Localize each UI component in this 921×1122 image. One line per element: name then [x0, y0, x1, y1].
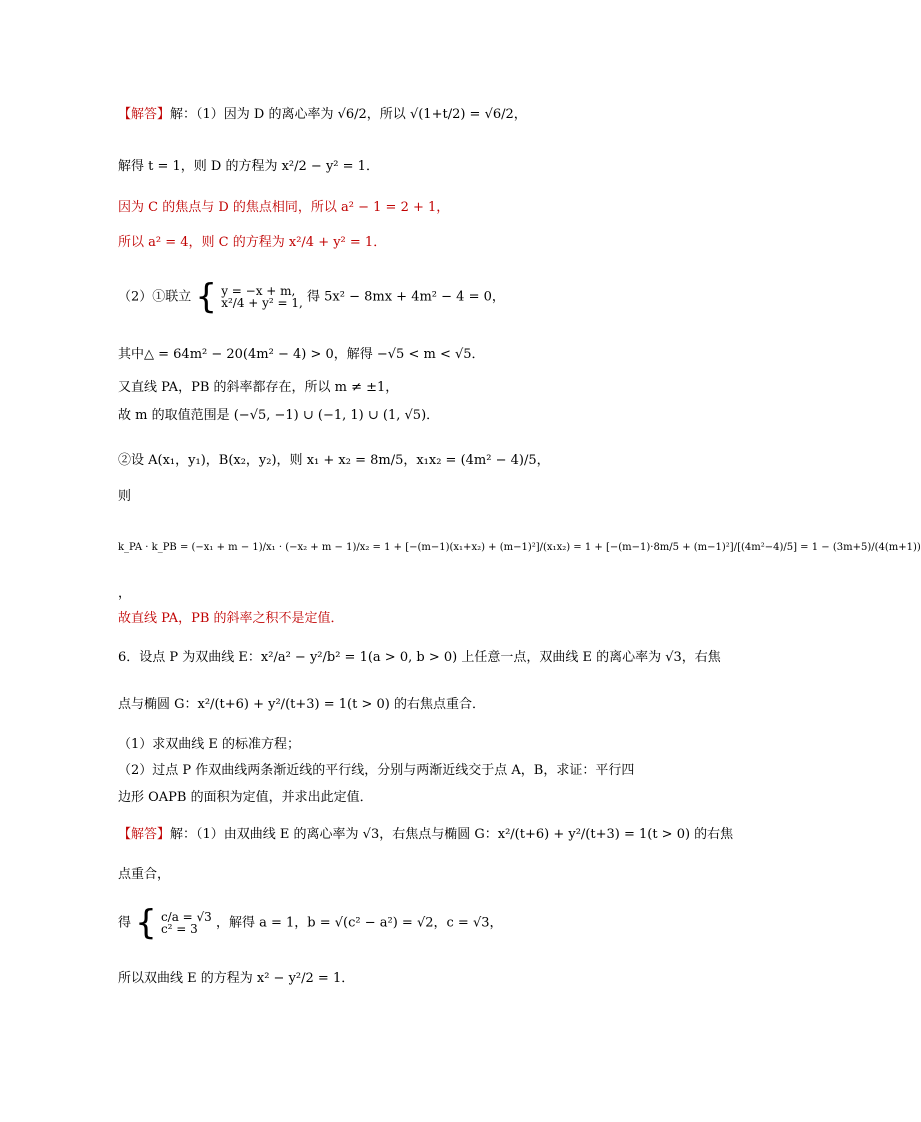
equation: y = −x + m,	[221, 284, 296, 298]
question-6-part-1	[118, 738, 300, 751]
text: 其中△ = 64m² − 20(4m² − 4) > 0，解得 −√5 < m < √5．	[118, 347, 485, 362]
text: 得	[118, 915, 132, 931]
text: 故直线 PA，PB 的斜率之积不是定值．	[118, 611, 344, 626]
text: 故 m 的取值范围是 (−√5, −1) ∪ (−1, 1) ∪ (1, √5)．	[118, 408, 440, 423]
answer-6-line-4	[118, 972, 354, 985]
answer-line-3	[118, 201, 449, 214]
text: 点与椭圆 G：x²/(t+6) + y²/(t+3) = 1(t > 0) 的右焦点重合．	[118, 697, 485, 712]
question-6-line-1	[118, 651, 721, 664]
answer-line-10	[118, 490, 131, 503]
equation: c² = 3	[160, 922, 198, 936]
answer-6-line-2	[118, 868, 170, 881]
text: 又直线 PA，PB 的斜率都存在，所以 m ≠ ±1，	[118, 380, 399, 395]
answer-line-12	[118, 587, 131, 600]
answer-tag: 【解答】	[118, 107, 171, 122]
equation-system	[221, 285, 303, 309]
text: 因为 C 的焦点与 D 的焦点相同，所以 a² − 1 = 2 + 1，	[118, 200, 450, 215]
text: ，	[118, 586, 132, 601]
text: （2）过点 P 作双曲线两条渐近线的平行线，分别与两渐近线交于点 A，B，求证：平行四	[118, 763, 635, 778]
question-6-part-2	[118, 764, 634, 777]
text: 所以 a² = 4，则 C 的方程为 x²/4 + y² = 1．	[118, 235, 387, 250]
answer-line-13	[118, 612, 344, 625]
answer-tag: 【解答】	[118, 827, 171, 842]
text: 则	[118, 489, 132, 504]
answer-line-5	[118, 277, 505, 317]
text: ，解得 a = 1，b = √(c² − a²) = √2，c = √3，	[215, 915, 503, 931]
equation: x²/4 + y² = 1,	[221, 296, 303, 310]
text: （2）①联立	[118, 289, 192, 305]
answer-line-7	[118, 381, 398, 394]
brace-icon: {	[135, 903, 157, 943]
text: 解：（1）由双曲线 E 的离心率为 √3，右焦点与椭圆 G：x²/(t+6) + y²/(t+3) = 1(t > 0) 的右焦	[170, 827, 734, 842]
answer-line-2	[118, 160, 379, 173]
text: 6．设点 P 为双曲线 E：x²/a² − y²/b² = 1(a > 0, b > 0) 上任意一点，双曲线 E 的离心率为 √3，右焦	[118, 650, 721, 665]
text: ②设 A(x₁，y₁)，B(x₂，y₂)，则 x₁ + x₂ = 8m/5，x₁x₂ = (4m² − 4)/5，	[118, 453, 550, 468]
answer-6-line-3	[118, 903, 503, 943]
text: （1）求双曲线 E 的标准方程；	[118, 737, 301, 752]
text: 得 5x² − 8mx + 4m² − 4 = 0，	[307, 289, 505, 305]
formula: k_PA · k_PB = (−x₁ + m − 1)/x₁ · (−x₂ + m − 1)/x₂ = 1 + [−(m−1)(x₁+x₂) + (m−1)²]/(x₁x₂) = 1 + [−(m−1)·8m/5 + (m−1)²]/[(4m²−4)/5] = 1 − (3m+5)/(4(m+1))	[118, 542, 921, 553]
answer-line-1	[118, 108, 527, 121]
answer-line-9	[118, 454, 550, 467]
equation-system	[161, 911, 212, 935]
text: 点重合，	[118, 867, 171, 882]
text: 解得 t = 1，则 D 的方程为 x²/2 − y² = 1．	[118, 159, 379, 174]
answer-line-4	[118, 236, 386, 249]
answer-6-line-1	[118, 828, 733, 841]
answer-line-6	[118, 348, 485, 361]
text: 所以双曲线 E 的方程为 x² − y²/2 = 1．	[118, 971, 355, 986]
text: 边形 OAPB 的面积为定值，并求出此定值．	[118, 790, 373, 805]
brace-icon: {	[195, 277, 218, 317]
question-6-part-2b	[118, 791, 373, 804]
answer-line-8	[118, 409, 439, 422]
equation: c/a = √3	[160, 910, 212, 924]
question-6-line-2	[118, 698, 485, 711]
text: 解：（1）因为 D 的离心率为 √6/2，所以 √(1+t/2) = √6/2，	[170, 107, 527, 122]
answer-line-11	[118, 543, 921, 553]
